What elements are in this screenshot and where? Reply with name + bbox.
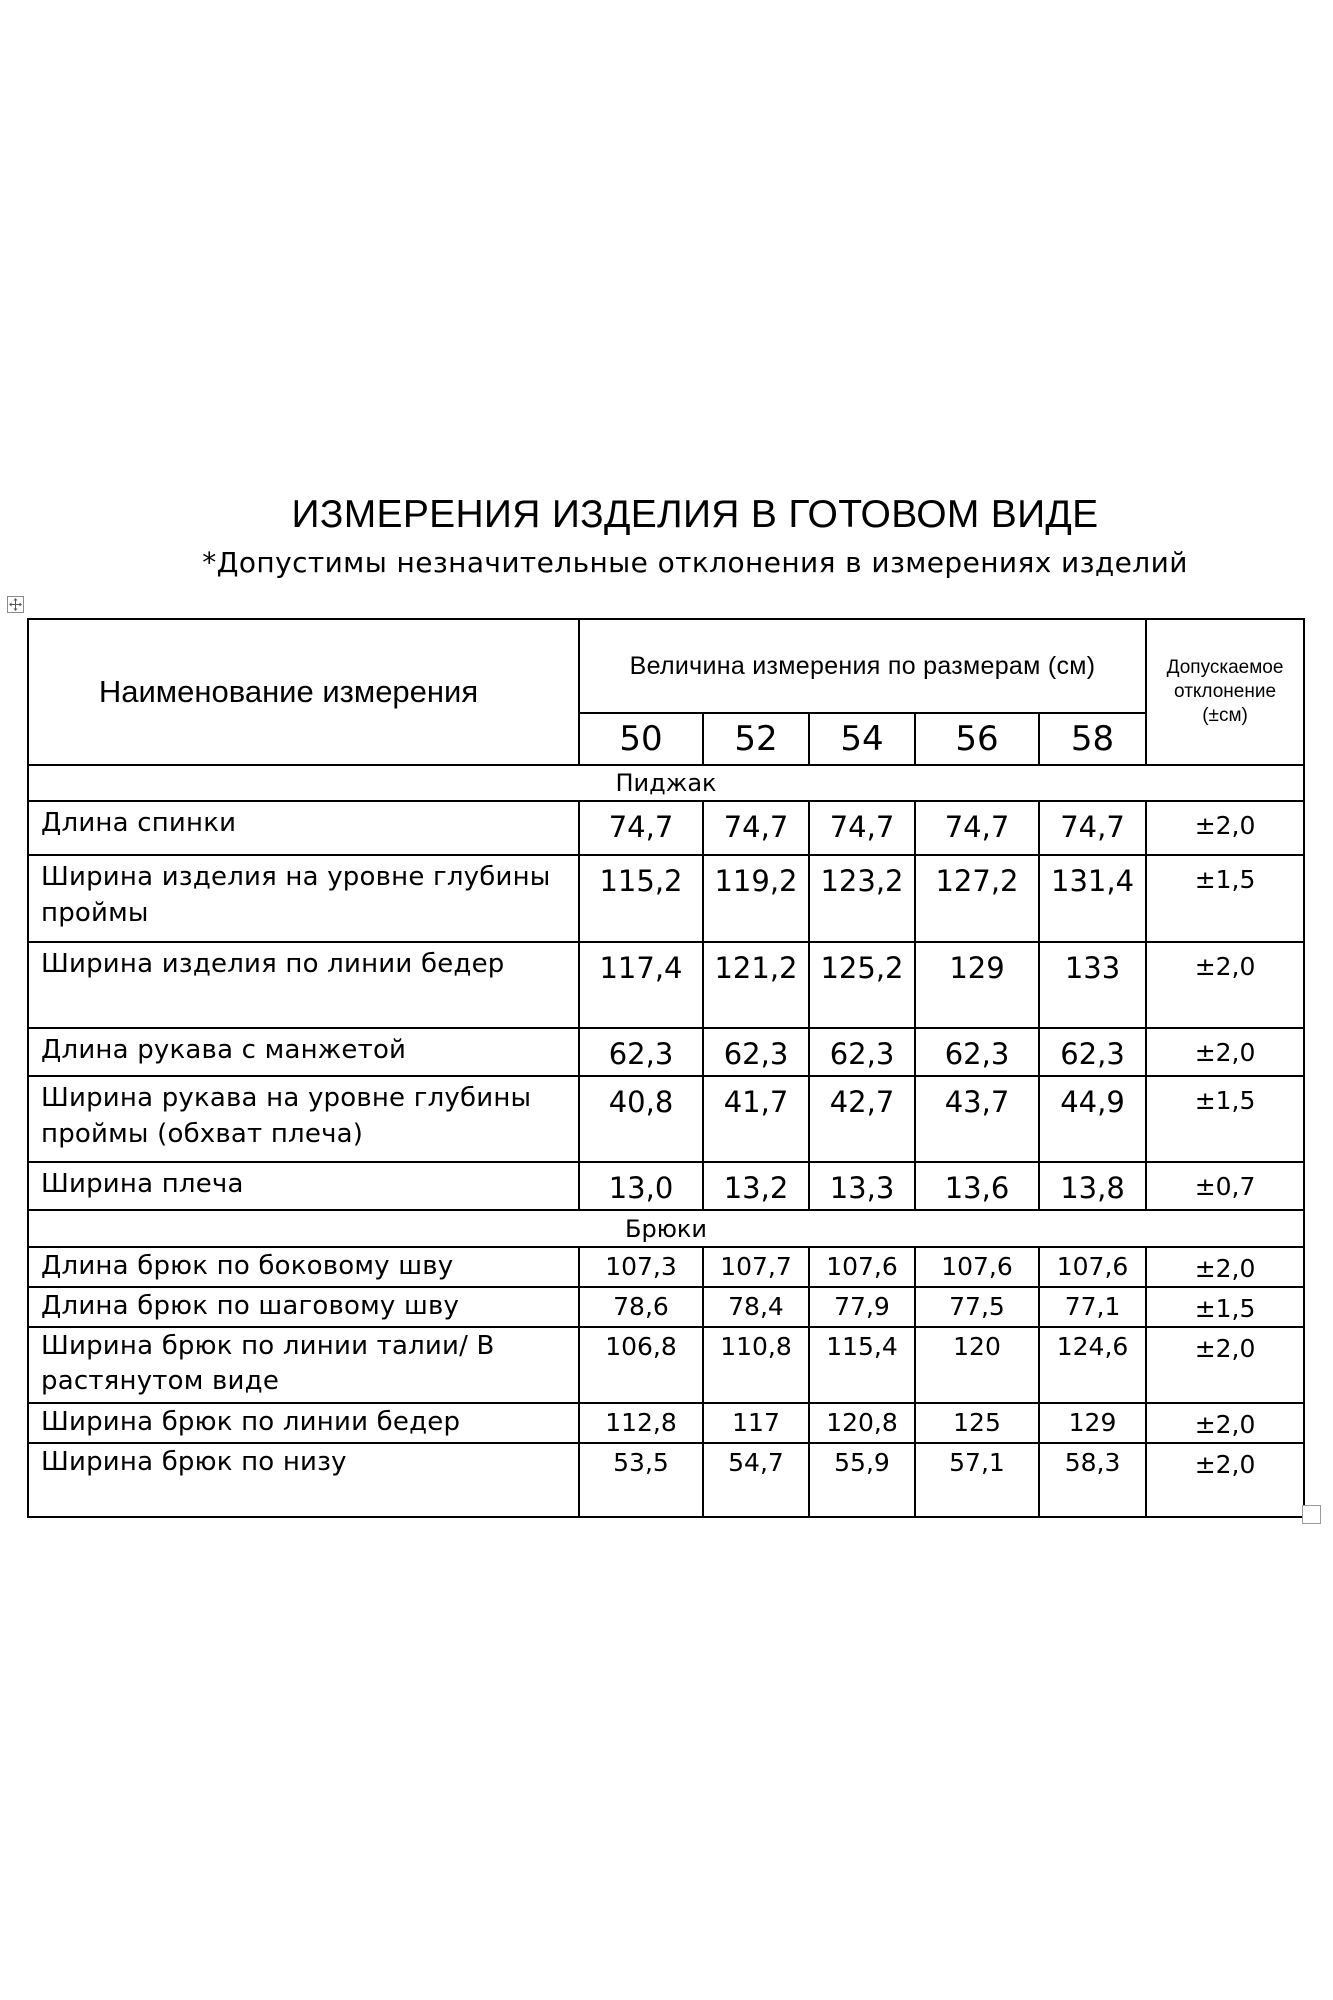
tolerance-value: ±0,7 [1146, 1162, 1304, 1210]
measurements-table [27, 618, 1305, 1518]
measurement-value: 119,2 [703, 855, 809, 942]
measurement-value: 133 [1039, 942, 1146, 1028]
measurement-value: 13,3 [809, 1162, 915, 1210]
measurement-value: 13,0 [579, 1162, 703, 1210]
header-tolerance: Допускаемое отклонение (±см) [1146, 619, 1304, 765]
measurement-value: 13,6 [915, 1162, 1039, 1210]
section-title: Брюки [28, 1210, 1304, 1247]
document-title: ИЗМЕРЕНИЯ ИЗДЕЛИЯ В ГОТОВОМ ВИДЕ [291, 493, 1099, 536]
measurement-value: 120,8 [809, 1403, 915, 1443]
measurement-value: 58,3 [1039, 1443, 1146, 1517]
measurement-value: 127,2 [915, 855, 1039, 942]
measurement-value: 78,6 [579, 1287, 703, 1327]
measurement-name: Длина брюк по боковому шву [28, 1247, 579, 1287]
measurement-value: 107,7 [703, 1247, 809, 1287]
size-header: 54 [809, 713, 915, 765]
size-header: 52 [703, 713, 809, 765]
table-row [28, 1162, 1304, 1210]
measurement-value: 107,6 [809, 1247, 915, 1287]
measurement-name: Длина рукава с манжетой [28, 1028, 579, 1076]
measurement-value: 107,6 [915, 1247, 1039, 1287]
size-header: 58 [1039, 713, 1146, 765]
size-header: 50 [579, 713, 703, 765]
measurement-value: 107,6 [1039, 1247, 1146, 1287]
measurement-value: 43,7 [915, 1076, 1039, 1162]
measurement-value: 78,4 [703, 1287, 809, 1327]
tolerance-value: ±2,0 [1146, 801, 1304, 855]
measurement-value: 120 [915, 1327, 1039, 1403]
measurement-value: 110,8 [703, 1327, 809, 1403]
measurement-value: 112,8 [579, 1403, 703, 1443]
measurement-value: 129 [1039, 1403, 1146, 1443]
measurement-value: 74,7 [809, 801, 915, 855]
empty-box-icon [1302, 1505, 1321, 1524]
measurement-value: 62,3 [915, 1028, 1039, 1076]
measurement-name: Ширина плеча [28, 1162, 579, 1210]
table-row [28, 1076, 1304, 1162]
measurement-name: Ширина изделия на уровне глубины проймы [28, 855, 579, 942]
table-row [28, 1028, 1304, 1076]
measurement-value: 131,4 [1039, 855, 1146, 942]
measurement-value: 106,8 [579, 1327, 703, 1403]
table-row [28, 1247, 1304, 1287]
tolerance-value: ±2,0 [1146, 942, 1304, 1028]
measurement-value: 62,3 [579, 1028, 703, 1076]
measurement-value: 115,2 [579, 855, 703, 942]
measurement-value: 44,9 [1039, 1076, 1146, 1162]
measurement-value: 41,7 [703, 1076, 809, 1162]
measurement-value: 125 [915, 1403, 1039, 1443]
measurement-value: 42,7 [809, 1076, 915, 1162]
document-subtitle: *Допустимы незначительные отклонения в измерениях изделий [202, 546, 1188, 579]
table-row [28, 942, 1304, 1028]
measurement-value: 74,7 [579, 801, 703, 855]
header-measurement-name: Наименование измерения [28, 619, 579, 765]
table-row [28, 1327, 1304, 1403]
measurement-value: 55,9 [809, 1443, 915, 1517]
measurement-name: Ширина брюк по низу [28, 1443, 579, 1517]
measurement-value: 117 [703, 1403, 809, 1443]
measurement-value: 62,3 [809, 1028, 915, 1076]
measurement-value: 62,3 [1039, 1028, 1146, 1076]
measurement-value: 57,1 [915, 1443, 1039, 1517]
measurement-value: 117,4 [579, 942, 703, 1028]
table-row [28, 1443, 1304, 1517]
tolerance-value: ±2,0 [1146, 1247, 1304, 1287]
tolerance-value: ±2,0 [1146, 1028, 1304, 1076]
measurement-value: 77,1 [1039, 1287, 1146, 1327]
measurement-name: Ширина брюк по линии талии/ В растянутом виде [28, 1327, 579, 1403]
measurement-value: 54,7 [703, 1443, 809, 1517]
measurement-value: 13,2 [703, 1162, 809, 1210]
measurement-value: 74,7 [915, 801, 1039, 855]
measurement-value: 124,6 [1039, 1327, 1146, 1403]
measurement-name: Ширина изделия по линии бедер [28, 942, 579, 1028]
measurement-name: Длина брюк по шаговому шву [28, 1287, 579, 1327]
measurement-value: 77,5 [915, 1287, 1039, 1327]
measurement-value: 53,5 [579, 1443, 703, 1517]
table-row [28, 855, 1304, 942]
tolerance-value: ±2,0 [1146, 1327, 1304, 1403]
table-row [28, 1403, 1304, 1443]
section-title: Пиджак [28, 765, 1304, 801]
move-arrows-icon[interactable] [7, 596, 24, 613]
tolerance-value: ±2,0 [1146, 1403, 1304, 1443]
measurement-value: 77,9 [809, 1287, 915, 1327]
measurement-value: 74,7 [703, 801, 809, 855]
tolerance-value: ±1,5 [1146, 1287, 1304, 1327]
measurement-value: 74,7 [1039, 801, 1146, 855]
measurement-value: 13,8 [1039, 1162, 1146, 1210]
measurement-value: 115,4 [809, 1327, 915, 1403]
measurement-value: 107,3 [579, 1247, 703, 1287]
tolerance-value: ±2,0 [1146, 1443, 1304, 1517]
measurement-name: Длина спинки [28, 801, 579, 855]
table-row [28, 1287, 1304, 1327]
measurement-value: 40,8 [579, 1076, 703, 1162]
measurement-value: 123,2 [809, 855, 915, 942]
measurement-name: Ширина рукава на уровне глубины проймы (обхват плеча) [28, 1076, 579, 1162]
tolerance-value: ±1,5 [1146, 1076, 1304, 1162]
tolerance-value: ±1,5 [1146, 855, 1304, 942]
measurement-value: 62,3 [703, 1028, 809, 1076]
size-header: 56 [915, 713, 1039, 765]
measurement-name: Ширина брюк по линии бедер [28, 1403, 579, 1443]
measurement-value: 125,2 [809, 942, 915, 1028]
header-values-by-size: Величина измерения по размерам (см) [579, 619, 1146, 713]
measurement-value: 129 [915, 942, 1039, 1028]
table-row [28, 801, 1304, 855]
measurement-value: 121,2 [703, 942, 809, 1028]
